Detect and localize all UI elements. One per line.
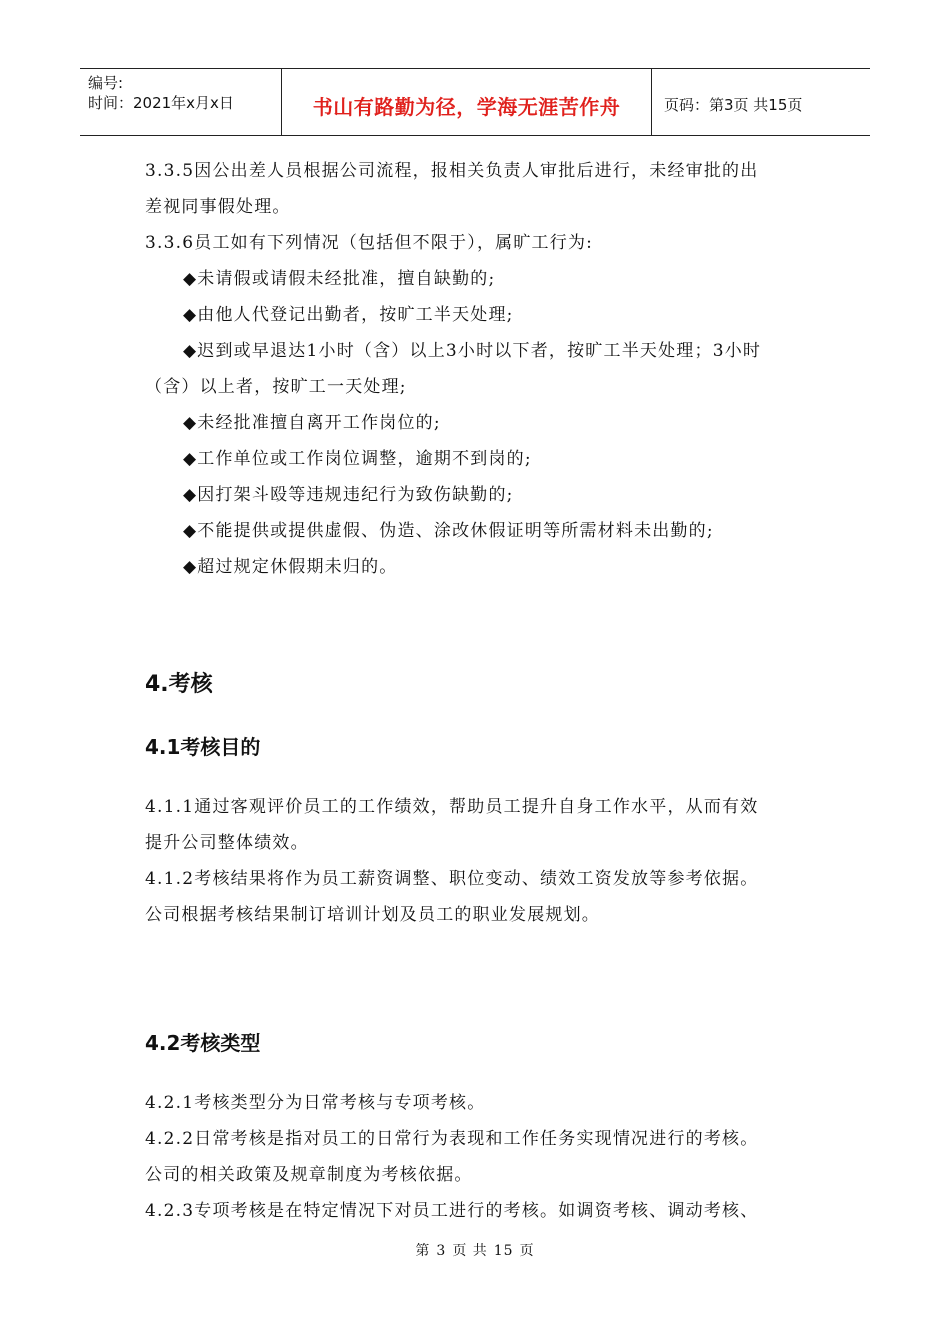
paragraph-line: 3.3.5因公出差人员根据公司流程，报相关负责人审批后进行，未经审批的出 [145, 161, 759, 181]
footer-total-pages: 15 [493, 1243, 514, 1259]
footer-page-number: 3 [436, 1243, 447, 1259]
bullet-item: ◆因打架斗殴等违规违纪行为致伤缺勤的; [183, 485, 514, 505]
bullet-item: ◆由他人代登记出勤者，按旷工半天处理; [183, 305, 514, 325]
paragraph-line: 4.2.1考核类型分为日常考核与专项考核。 [145, 1093, 486, 1113]
bullet-item: ◆不能提供或提供虚假、伪造、涂改休假证明等所需材料未出勤的; [183, 521, 714, 541]
bullet-item: ◆迟到或早退达1小时（含）以上3小时以下者，按旷工半天处理；3小时 [183, 341, 762, 361]
footer-suffix: 页 [519, 1243, 535, 1259]
paragraph-line: 4.1.2考核结果将作为员工薪资调整、职位变动、绩效工资发放等参考依据。 [145, 869, 759, 889]
bullet-item: ◆工作单位或工作岗位调整，逾期不到岗的; [183, 449, 532, 469]
page-footer [0, 1240, 950, 1260]
paragraph-line: （含）以上者，按旷工一天处理; [145, 377, 407, 397]
bullet-item: ◆未经批准擅自离开工作岗位的; [183, 413, 441, 433]
paragraph-line: 3.3.6员工如有下列情况（包括但不限于），属旷工行为: [145, 233, 594, 253]
paragraph-line: 4.2.2日常考核是指对员工的日常行为表现和工作任务实现情况进行的考核。 [145, 1129, 759, 1149]
bullet-item: ◆超过规定休假期未归的。 [183, 557, 398, 577]
paragraph-line: 公司的相关政策及规章制度为考核依据。 [145, 1165, 473, 1185]
subsection-heading: 4.2考核类型 [145, 1031, 261, 1055]
paragraph-line: 4.2.3专项考核是在特定情况下对员工进行的考核。如调资考核、调动考核、 [145, 1201, 759, 1221]
footer-prefix: 第 [415, 1243, 431, 1259]
header-page-info: 页码：第3页 共15页 [664, 95, 803, 114]
number-label: 编号: [88, 74, 124, 92]
footer-mid: 页 共 [452, 1243, 488, 1259]
subsection-heading: 4.1考核目的 [145, 735, 261, 759]
paragraph-line: 公司根据考核结果制订培训计划及员工的职业发展规划。 [145, 905, 600, 925]
paragraph-line: 提升公司整体绩效。 [145, 833, 309, 853]
header-meta [80, 69, 282, 135]
page-header [80, 68, 870, 136]
date-line: 时间：2021年x月x日 [88, 94, 234, 112]
paragraph-line: 4.1.1通过客观评价员工的工作绩效，帮助员工提升自身工作水平，从而有效 [145, 797, 759, 817]
section-heading: 4.考核 [145, 672, 213, 697]
paragraph-line: 差视同事假处理。 [145, 197, 291, 217]
bullet-item: ◆未请假或请假未经批准，擅自缺勤的; [183, 269, 496, 289]
header-motto: 书山有路勤为径，学海无涯苦作舟 [282, 69, 652, 135]
